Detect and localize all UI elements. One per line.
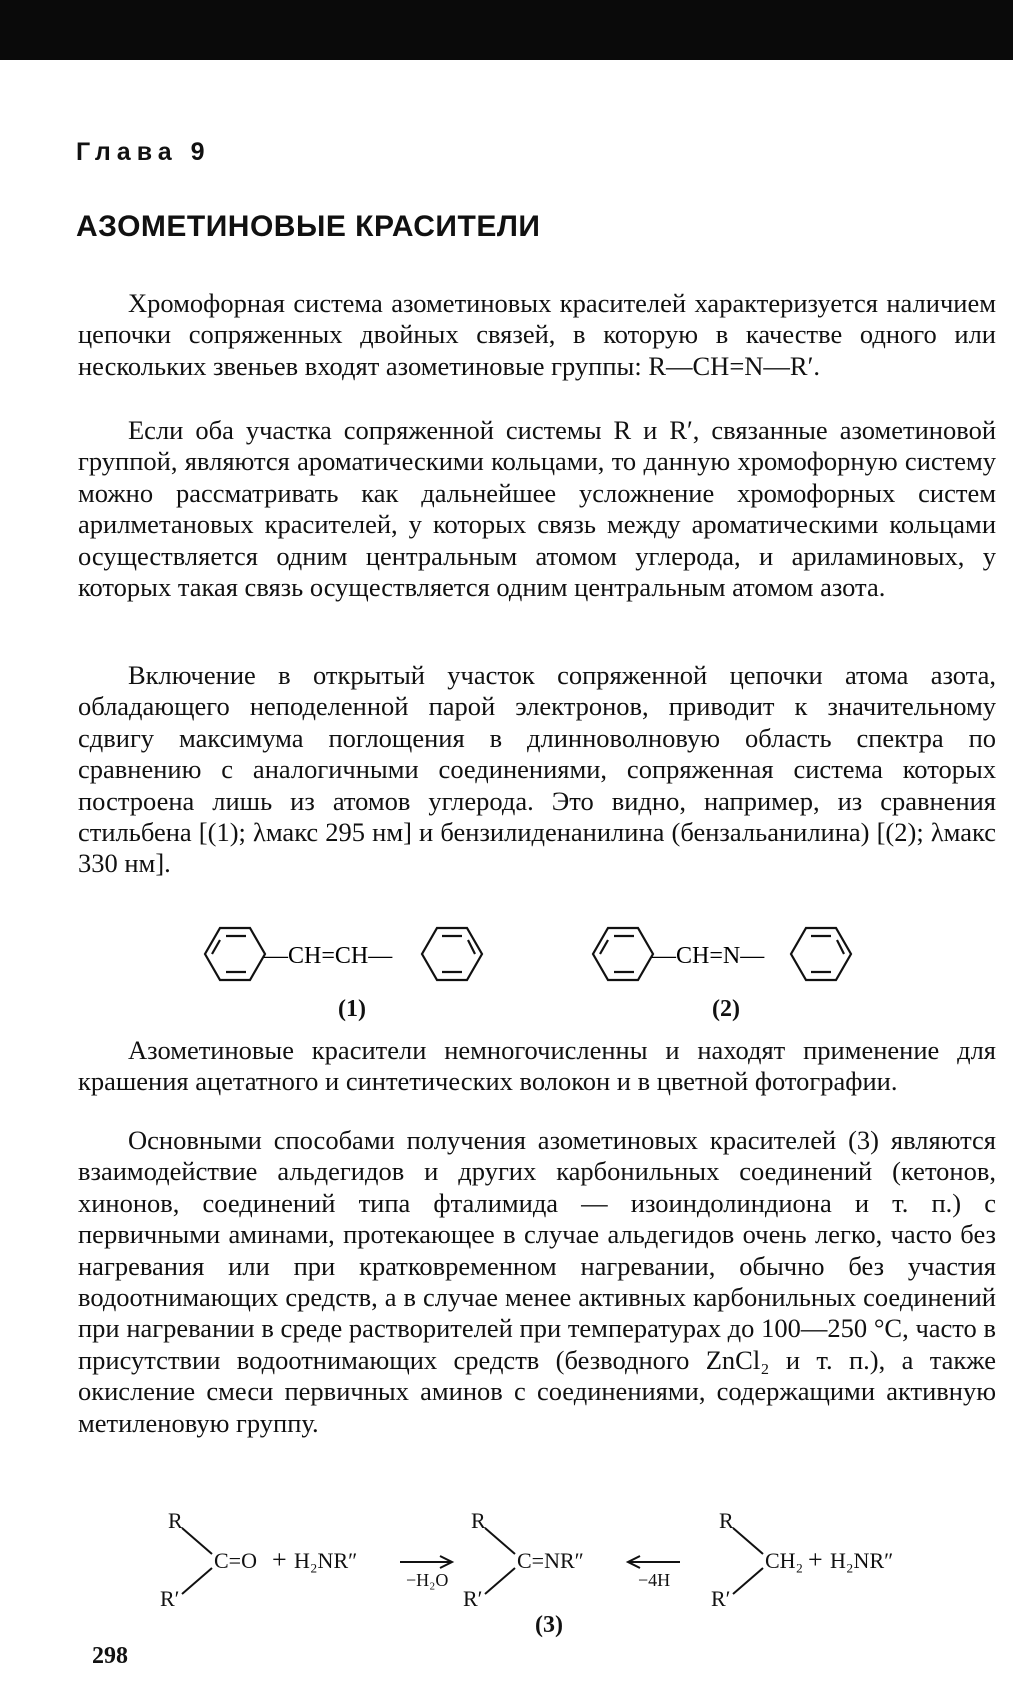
page-number: 298 [92, 1643, 128, 1669]
methylene-group: CH₂ [765, 1548, 804, 1573]
methylene-r-prime: R′ [711, 1586, 731, 1610]
plus-sign-2: + [808, 1545, 823, 1574]
paragraph-4: Азометиновые красители немногочисленны и находят применение для крашения ацетатного и синтетических волокон и в цветной фотографии. [78, 1035, 996, 1097]
water-loss-label: −H₂O [406, 1570, 449, 1590]
compound-1-label: (1) [338, 996, 366, 1022]
methylene-r: R [719, 1510, 734, 1533]
amine-1: H₂NR″ [294, 1548, 358, 1573]
paragraph-3: Включение в открытый участок сопряженной цепочки атома азота, обладающего неподеленной парой электронов, приводит к значительному сдвигу максимума поглощения в длинноволновую область спектра по сравнению с аналогичными соединениями, сопряженная система которых построена лишь из атомов углерода. Это видно, например, из сравнения стильбена [(1); λмакс 295 нм] и бензилиденанилина (бензальанилина) [(2); λмакс 330 нм]. [78, 660, 996, 879]
reactant-r: R [168, 1510, 183, 1533]
reaction-scheme [160, 1510, 940, 1610]
compound-1-bridge: —CH=CH— [264, 943, 393, 969]
paragraph-5: Основными способами получения азометиновых красителей (3) являются взаимодействие альдегидов и других карбонильных соединений (кетонов, хинонов, соединений типа фталимида — изоиндолиндиона и т. п.) с первичными аминами, протекающее в случае альдегидов очень легко, часто без нагревания или при кратковременном нагревании, обычно без участия водоотнимающих средств, а в случае менее активных карбонильных соединений при нагревании в среде растворителей при температурах до 100—250 °C, часто в присутствии водоотнимающих средств (безводного ZnCl₂ и т. п.), а также окисление смеси первичных аминов с соединениями, содержащими активную метиленовую группу. [78, 1125, 996, 1438]
carbonyl-group: C=O [214, 1548, 257, 1573]
plus-sign-1: + [272, 1545, 287, 1574]
amine-2: H₂NR″ [830, 1548, 894, 1573]
azomethine-product: C=NR″ [517, 1548, 584, 1573]
compound-3-label: (3) [535, 1612, 563, 1638]
paragraph-1: Хромофорная система азометиновых красителей характеризуется наличием цепочки сопряженных двойных связей, в которую в качестве одного или нескольких звеньев входят азометиновые группы: R—CH=N—R′. [78, 288, 996, 381]
hydrogen-loss-label: −4H [638, 1570, 671, 1590]
structures-figure [190, 918, 910, 996]
product-r-prime: R′ [463, 1586, 483, 1610]
reactant-r-prime: R′ [160, 1586, 180, 1610]
product-r: R [471, 1510, 486, 1533]
chapter-heading: Глава 9 [76, 138, 211, 166]
compound-2-bridge: —CH=N— [652, 943, 765, 969]
top-black-bar [0, 0, 1013, 60]
paragraph-2: Если оба участка сопряженной системы R и R′, связанные азометиновой группой, являются ароматическими кольцами, то данную хромофорную систему можно рассматривать как дальнейшее усложнение хромофорных систем арилметановых красителей, у которых связь между ароматическими кольцами осуществляется одним центральным атомом углерода, и ариламиновых, у которых такая связь осуществляется одним центральным атомом азота. [78, 415, 996, 603]
chapter-title: АЗОМЕТИНОВЫЕ КРАСИТЕЛИ [76, 210, 541, 243]
compound-2-label: (2) [712, 996, 740, 1022]
